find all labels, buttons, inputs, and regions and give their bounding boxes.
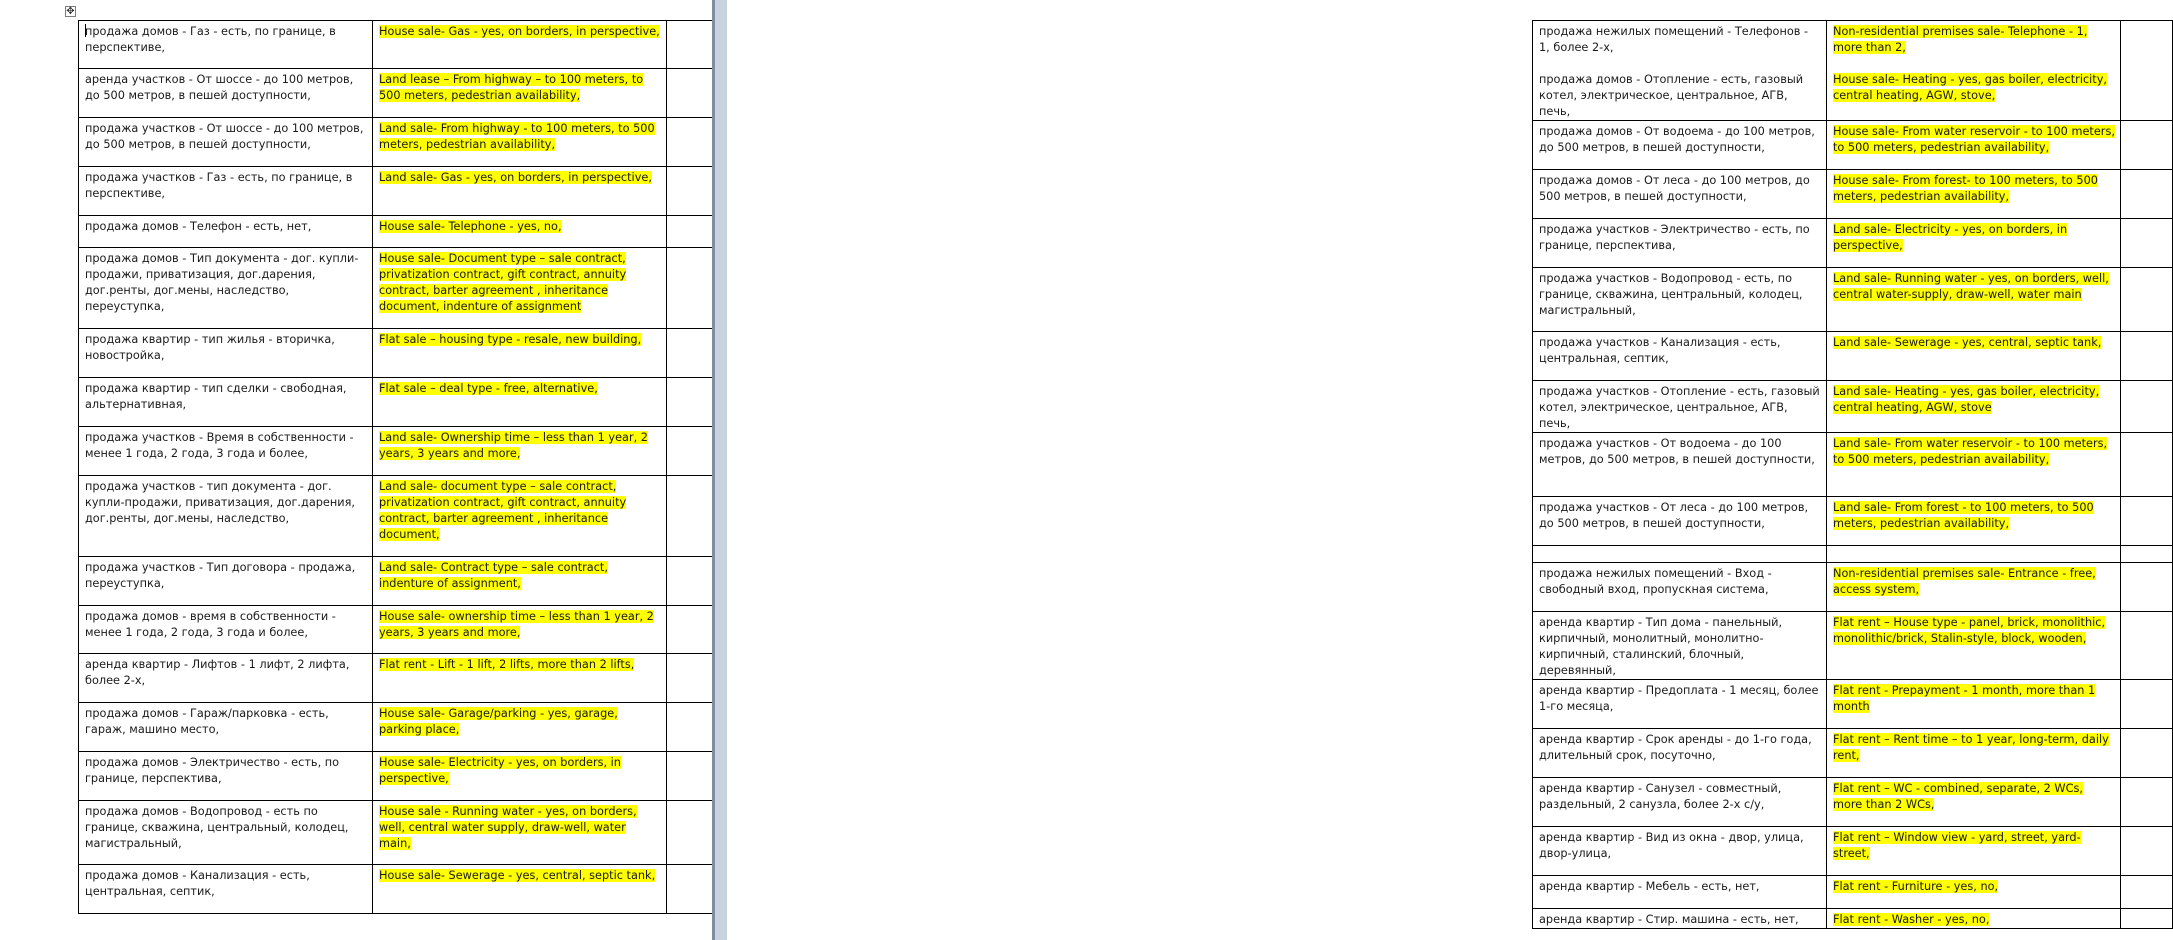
russian-text: продажа домов - Канализация - есть, центральная, септик, (85, 869, 310, 898)
table-row (1533, 268, 2173, 332)
russian-cell[interactable] (1533, 778, 1827, 827)
document-page-left (0, 0, 712, 940)
english-cell[interactable] (373, 606, 667, 654)
table-row (1533, 433, 2173, 497)
english-cell[interactable] (1827, 170, 2121, 219)
english-text: Land sale- Heating - yes, gas boiler, electricity, central heating, AGW, stove (1833, 385, 2100, 414)
translation-table-right (1532, 20, 2173, 929)
blank-cell[interactable] (667, 606, 719, 654)
english-cell[interactable] (1827, 778, 2121, 827)
table-row (1533, 729, 2173, 778)
english-text: House sale- Electricity - yes, on borders, in perspective, (379, 756, 621, 785)
russian-cell[interactable] (1533, 909, 1827, 929)
russian-cell[interactable] (79, 606, 373, 654)
russian-cell[interactable] (1533, 381, 1827, 433)
english-text: Land sale- From water reservoir - to 100 meters, to 500 meters, pedestrian availability, (1833, 437, 2108, 466)
table-row (79, 703, 719, 752)
english-cell[interactable] (1827, 332, 2121, 381)
english-text: House sale- Gas - yes, on borders, in perspective, (379, 25, 660, 38)
blank-cell[interactable] (667, 801, 719, 865)
table-row (79, 21, 719, 69)
english-text: House sale- ownership time – less than 1 year, 2 years, 3 years and more, (379, 610, 654, 639)
table-row (79, 69, 719, 118)
english-text: Land sale- Running water - yes, on borders, well, central water-supply, draw-well, water main (1833, 272, 2109, 301)
russian-text: продажа участков - От шоссе - до 100 метров, до 500 метров, в пешей доступности, (85, 122, 364, 151)
english-cell[interactable] (373, 167, 667, 216)
blank-cell[interactable] (2121, 121, 2173, 170)
russian-text: продажа участков - Электричество - есть, по границе, перспектива, (1539, 223, 1810, 252)
russian-cell[interactable] (1533, 121, 1827, 170)
blank-cell[interactable] (667, 21, 719, 69)
english-cell[interactable] (373, 118, 667, 167)
blank-cell[interactable] (2121, 612, 2173, 680)
english-text: Flat rent - Lift - 1 lift, 2 lifts, more than 2 lifts, (379, 658, 635, 671)
english-text: House sale- From forest- to 100 meters, to 500 meters, pedestrian availability, (1833, 174, 2098, 203)
russian-text: аренда квартир - Лифтов - 1 лифт, 2 лифта, более 2-х, (85, 658, 350, 687)
english-text: Non-residential premises sale- Telephone - 1, more than 2, (1833, 25, 2088, 54)
blank-cell[interactable] (667, 69, 719, 118)
russian-text: продажа участков - Время в собственности - менее 1 года, 2 года, 3 года и более, (85, 431, 354, 460)
blank-cell[interactable] (2121, 381, 2173, 433)
blank-cell[interactable] (2121, 219, 2173, 268)
english-cell[interactable] (1827, 433, 2121, 497)
russian-cell[interactable] (1533, 219, 1827, 268)
russian-text: аренда участков - От шоссе - до 100 метров, до 500 метров, в пешей доступности, (85, 73, 354, 102)
table-row (1533, 827, 2173, 876)
blank-cell[interactable] (2121, 497, 2173, 546)
table-row (79, 216, 719, 248)
table-row (79, 654, 719, 703)
russian-cell[interactable] (79, 865, 373, 914)
russian-text: продажа домов - Телефон - есть, нет, (85, 220, 312, 233)
page-gutter (712, 0, 727, 940)
russian-text: продажа домов - Водопровод - есть по границе, скважина, центральный, колодец, магистральный, (85, 805, 349, 850)
blank-cell[interactable] (667, 427, 719, 476)
english-cell[interactable] (1827, 121, 2121, 170)
russian-cell[interactable] (79, 654, 373, 703)
russian-text: продажа домов - От водоема - до 100 метров, до 500 метров, в пешей доступности, (1539, 125, 1815, 154)
russian-text: аренда квартир - Вид из окна - двор, улица, двор-улица, (1539, 831, 1804, 860)
english-cell[interactable] (373, 703, 667, 752)
russian-text: продажа участков - Водопровод - есть, по границе, скважина, центральный, колодец, магистральный, (1539, 272, 1803, 317)
english-text: Land sale- From highway - to 100 meters, to 500 meters, pedestrian availability, (379, 122, 655, 151)
english-text: Flat sale – deal type - free, alternative, (379, 382, 598, 395)
blank-cell[interactable] (2121, 433, 2173, 497)
russian-text: продажа квартир - тип сделки - свободная, альтернативная, (85, 382, 347, 411)
english-cell[interactable] (373, 21, 667, 69)
russian-text: аренда квартир - Срок аренды - до 1-го года, длительный срок, посуточно, (1539, 733, 1812, 762)
russian-cell[interactable] (79, 427, 373, 476)
english-cell[interactable] (373, 69, 667, 118)
table-row (79, 865, 719, 914)
english-cell[interactable] (373, 378, 667, 427)
table-row (1533, 219, 2173, 268)
english-cell[interactable] (1827, 680, 2121, 729)
english-cell[interactable] (1827, 563, 2121, 612)
russian-text: продажа домов - Тип документа - дог. купли-продажи, приватизация, дог.дарения, дог.ренты, дог.мены, наследство, переуступка, (85, 252, 359, 313)
english-text: Non-residential premises sale- Entrance - free, access system, (1833, 567, 2096, 596)
table-row (1533, 170, 2173, 219)
russian-cell[interactable] (1533, 170, 1827, 219)
russian-text: продажа нежилых помещений - Вход - свободный вход, пропускная система, (1539, 567, 1772, 596)
russian-cell[interactable] (79, 216, 373, 248)
english-text: House sale - Running water - yes, on borders, well, central water supply, draw-well, water main, (379, 805, 637, 850)
blank-cell[interactable] (2121, 21, 2173, 121)
russian-cell[interactable] (1533, 612, 1827, 680)
english-cell[interactable] (373, 427, 667, 476)
russian-text: продажа квартир - тип жилья - вторичка, новостройка, (85, 333, 335, 362)
english-text: Flat rent - Washer - yes, no, (1833, 913, 1990, 926)
blank-cell[interactable] (2121, 729, 2173, 778)
russian-text: продажа участков - тип документа - дог. купли-продажи, приватизация, дог.дарения, дог.ренты, дог.мены, наследство, (85, 480, 355, 525)
table-row (79, 606, 719, 654)
russian-text: продажа домов - Газ - есть, по границе, в перспективе, (85, 25, 336, 54)
russian-text: продажа участков - Тип договора - продажа, переуступка, (85, 561, 356, 590)
english-text: Flat rent - Prepayment - 1 month, more than 1 month (1833, 684, 2096, 713)
russian-cell[interactable] (1533, 546, 1827, 563)
russian-text: продажа нежилых помещений - Телефонов - 1, более 2-х, (1539, 25, 1809, 54)
english-text: Land sale- Sewerage - yes, central, septic tank, (1833, 336, 2102, 349)
russian-text: аренда квартир - Санузел - совместный, раздельный, 2 санузла, более 2-х с/у, (1539, 782, 1782, 811)
english-cell[interactable] (1827, 909, 2121, 929)
blank-cell[interactable] (2121, 170, 2173, 219)
russian-cell[interactable] (1533, 876, 1827, 909)
page-edge (712, 0, 715, 940)
russian-text: аренда квартир - Предоплата - 1 месяц, более 1-го месяца, (1539, 684, 1819, 713)
table-row (79, 118, 719, 167)
russian-text: продажа участков - Канализация - есть, центральная, септик, (1539, 336, 1781, 365)
english-cell[interactable] (1827, 381, 2121, 433)
table-row (1533, 21, 2173, 121)
table-row (1533, 563, 2173, 612)
english-cell[interactable] (1827, 729, 2121, 778)
blank-cell[interactable] (667, 378, 719, 427)
move-arrows-icon[interactable]: ✥ (66, 6, 75, 17)
blank-cell[interactable] (667, 476, 719, 557)
blank-cell[interactable] (667, 248, 719, 329)
table-row (79, 427, 719, 476)
russian-cell[interactable] (1533, 827, 1827, 876)
russian-text: продажа участков - Газ - есть, по границе, в перспективе, (85, 171, 353, 200)
blank-cell[interactable] (667, 216, 719, 248)
english-text: Flat sale – housing type - resale, new building, (379, 333, 642, 346)
russian-cell[interactable] (79, 378, 373, 427)
english-cell[interactable] (1827, 546, 2121, 563)
english-cell[interactable] (373, 752, 667, 801)
english-text: House sale- Garage/parking - yes, garage, parking place, (379, 707, 618, 736)
table-row (79, 378, 719, 427)
russian-cell[interactable] (1533, 497, 1827, 546)
blank-cell[interactable] (667, 167, 719, 216)
table-row (79, 476, 719, 557)
blank-cell[interactable] (667, 865, 719, 914)
english-text: House sale- Document type – sale contract, privatization contract, gift contract, annuity contract, barter agreement , inheritance document, indenture of assignment (379, 252, 627, 313)
table-row (1533, 381, 2173, 433)
english-text: Land sale- Electricity - yes, on borders, in perspective, (1833, 223, 2068, 252)
blank-cell[interactable] (2121, 876, 2173, 909)
table-row (79, 557, 719, 606)
table-row (79, 752, 719, 801)
blank-cell[interactable] (667, 654, 719, 703)
russian-cell[interactable] (79, 118, 373, 167)
english-text: House sale- Sewerage - yes, central, septic tank, (379, 869, 656, 882)
table-row (1533, 612, 2173, 680)
russian-cell[interactable] (1533, 563, 1827, 612)
table-row (79, 801, 719, 865)
english-text: Land lease – From highway – to 100 meters, to 500 meters, pedestrian availability, (379, 73, 644, 102)
english-cell[interactable] (373, 216, 667, 248)
english-text: Flat rent – Rent time – to 1 year, long-term, daily rent, (1833, 733, 2109, 762)
russian-cell[interactable] (79, 248, 373, 329)
blank-cell[interactable] (2121, 332, 2173, 381)
blank-cell[interactable] (2121, 680, 2173, 729)
blank-cell[interactable] (2121, 563, 2173, 612)
table-row (79, 167, 719, 216)
table-row (79, 329, 719, 378)
blank-cell[interactable] (667, 118, 719, 167)
english-cell[interactable] (373, 557, 667, 606)
russian-text: аренда квартир - Мебель - есть, нет, (1539, 880, 1760, 893)
russian-cell[interactable] (1533, 268, 1827, 332)
blank-cell[interactable] (667, 329, 719, 378)
english-cell[interactable] (373, 801, 667, 865)
english-cell[interactable] (373, 654, 667, 703)
russian-text: продажа участков - От леса - до 100 метров, до 500 метров, в пешей доступности, (1539, 501, 1809, 530)
table-row (1533, 909, 2173, 929)
english-text: House sale- Telephone - yes, no, (379, 220, 562, 233)
russian-text: продажа участков - Отопление - есть, газовый котел, электрическое, центральное, АГВ, печь, (1539, 385, 1820, 430)
blank-cell[interactable] (2121, 546, 2173, 563)
table-row (79, 248, 719, 329)
russian-cell[interactable] (79, 476, 373, 557)
blank-cell[interactable] (667, 703, 719, 752)
russian-cell[interactable] (79, 21, 373, 69)
english-text: Flat rent – Window view - yard, street, yard-street, (1833, 831, 2081, 860)
english-text: House sale- From water reservoir - to 100 meters, to 500 meters, pedestrian availability, (1833, 125, 2115, 154)
english-cell[interactable] (1827, 21, 2121, 121)
russian-cell[interactable] (79, 329, 373, 378)
table-row (1533, 680, 2173, 729)
english-text: Land sale- Ownership time – less than 1 year, 2 years, 3 years and more, (379, 431, 648, 460)
english-cell[interactable] (1827, 268, 2121, 332)
blank-cell[interactable] (667, 557, 719, 606)
russian-cell[interactable] (79, 801, 373, 865)
table-row (1533, 332, 2173, 381)
english-text: House sale- Heating - yes, gas boiler, electricity, central heating, AGW, stove, (1833, 73, 2108, 102)
english-text: Land sale- Gas - yes, on borders, in perspective, (379, 171, 652, 184)
blank-cell[interactable] (2121, 827, 2173, 876)
english-text: Flat rent – WC - combined, separate, 2 WCs, more than 2 WCs, (1833, 782, 2083, 811)
document-page-right (727, 0, 2115, 940)
russian-cell[interactable] (79, 752, 373, 801)
russian-cell[interactable] (79, 69, 373, 118)
english-text: Land sale- From forest - to 100 meters, to 500 meters, pedestrian availability, (1833, 501, 2094, 530)
russian-cell[interactable] (1533, 21, 1827, 121)
russian-text: продажа домов - Отопление - есть, газовый котел, электрическое, центральное, АГВ, печь, (1539, 73, 1804, 118)
english-paragraph (1833, 72, 2115, 104)
russian-cell[interactable] (1533, 680, 1827, 729)
russian-text: продажа домов - время в собственности - менее 1 года, 2 года, 3 года и более, (85, 610, 336, 639)
russian-text: аренда квартир - Стир. машина - есть, нет, (1539, 913, 1799, 926)
english-cell[interactable] (1827, 827, 2121, 876)
table-row (1533, 778, 2173, 827)
russian-cell[interactable] (1533, 729, 1827, 778)
translation-table-left (78, 20, 719, 914)
english-cell[interactable] (1827, 497, 2121, 546)
english-text: Land sale- Contract type – sale contract, indenture of assignment, (379, 561, 608, 590)
blank-cell[interactable] (2121, 778, 2173, 827)
table-row (1533, 876, 2173, 909)
english-text: Land sale- document type – sale contract, privatization contract, gift contract, annuity contract, barter agreement , inheritance document, (379, 480, 627, 541)
english-text: Flat rent – House type - panel, brick, monolithic, monolithic/brick, Stalin-style, block, wooden, (1833, 616, 2106, 645)
russian-cell[interactable] (1533, 332, 1827, 381)
english-cell[interactable] (373, 248, 667, 329)
english-cell[interactable] (373, 476, 667, 557)
russian-text: аренда квартир - Тип дома - панельный, кирпичный, монолитный, монолитно-кирпичный, сталинский, блочный, деревянный, (1539, 616, 1783, 677)
blank-cell[interactable] (667, 752, 719, 801)
english-text: Flat rent - Furniture - yes, no, (1833, 880, 1999, 893)
english-cell[interactable] (373, 329, 667, 378)
table-row (1533, 497, 2173, 546)
english-cell[interactable] (1827, 219, 2121, 268)
english-cell[interactable] (373, 865, 667, 914)
blank-cell[interactable] (2121, 909, 2173, 929)
english-cell[interactable] (1827, 876, 2121, 909)
russian-text: продажа домов - Гараж/парковка - есть, гараж, машино место, (85, 707, 329, 736)
russian-cell[interactable] (1533, 433, 1827, 497)
russian-text: продажа домов - От леса - до 100 метров, до 500 метров, в пешей доступности, (1539, 174, 1810, 203)
english-cell[interactable] (1827, 612, 2121, 680)
table-row (1533, 121, 2173, 170)
table-row (1533, 546, 2173, 563)
russian-cell[interactable] (79, 703, 373, 752)
russian-text: продажа участков - От водоема - до 100 метров, до 500 метров, в пешей доступности, (1539, 437, 1815, 466)
russian-text: продажа домов - Электричество - есть, по границе, перспектива, (85, 756, 340, 785)
blank-cell[interactable] (2121, 268, 2173, 332)
russian-cell[interactable] (79, 557, 373, 606)
russian-cell[interactable] (79, 167, 373, 216)
